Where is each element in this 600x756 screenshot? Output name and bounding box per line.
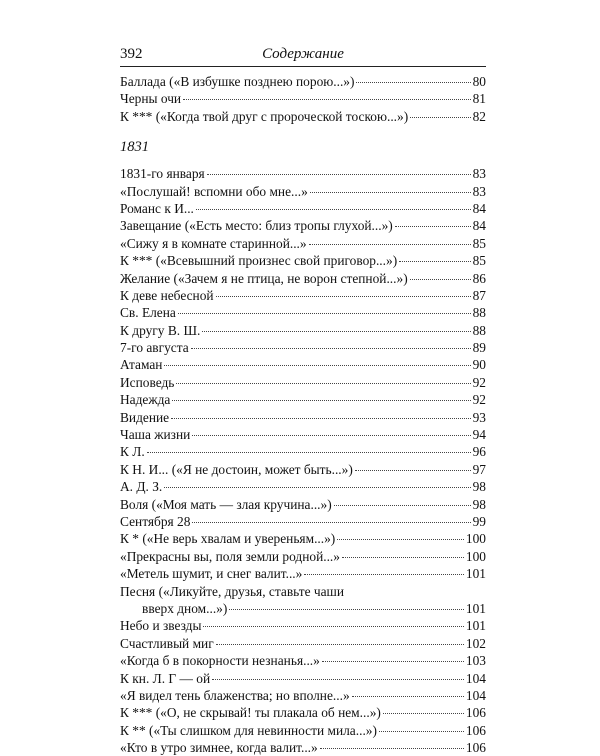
dot-leader — [216, 296, 471, 297]
toc-entry — [120, 217, 486, 234]
toc-entry-title: Счастливый миг — [120, 635, 214, 651]
dot-leader — [171, 418, 470, 419]
toc-entry-title: К *** («Когда твой друг с пророческой тоскою...») — [120, 108, 409, 124]
dot-leader — [352, 696, 464, 697]
toc-entry — [120, 287, 486, 304]
dot-leader — [183, 99, 471, 100]
toc-entry-title: вверх дном...») — [142, 600, 228, 616]
toc-entry-page: 93 — [472, 409, 486, 425]
dot-leader — [379, 731, 464, 732]
dot-leader — [342, 557, 464, 558]
toc-entry — [120, 391, 486, 408]
toc-entry-page: 81 — [472, 91, 486, 107]
toc-entry — [120, 513, 486, 530]
dot-leader — [320, 748, 464, 749]
dot-leader — [216, 644, 464, 645]
toc-entry — [120, 165, 486, 182]
toc-entry-title: 1831-го января — [120, 166, 205, 182]
toc-entry-title: К ** («Ты слишком для невинности мила...») — [120, 722, 377, 738]
toc-entry — [120, 252, 486, 269]
dot-leader — [304, 574, 464, 575]
toc-entry-title: К *** («Всевышний произнес свой приговор...») — [120, 253, 398, 269]
dot-leader — [399, 261, 470, 262]
toc-entry-page: 94 — [472, 427, 486, 443]
toc-entry — [120, 374, 486, 391]
toc-entry-page: 101 — [465, 618, 486, 634]
toc-entry-title: «Я видел тень блаженства; но вполне...» — [120, 687, 350, 703]
dot-leader — [410, 279, 471, 280]
toc-entry — [120, 235, 486, 252]
toc-entry-page: 96 — [472, 444, 486, 460]
toc-entry-title: Песня («Ликуйте, друзья, ставьте чаши — [120, 583, 345, 599]
dot-leader — [191, 348, 471, 349]
toc-entry-page: 92 — [472, 392, 486, 408]
toc-entry-title: К Н. И... («Я не достоин, может быть...») — [120, 461, 353, 477]
toc-entry-page: 82 — [472, 108, 486, 124]
dot-leader — [176, 383, 470, 384]
toc-entry — [120, 322, 486, 339]
toc-entry-page: 106 — [465, 705, 486, 721]
toc-entry-page: 88 — [472, 305, 486, 321]
toc-top-entries — [120, 73, 486, 125]
toc-entry-title: Воля («Моя мать — злая кручина...») — [120, 496, 332, 512]
toc-entry — [120, 183, 486, 200]
dot-leader — [356, 82, 470, 83]
toc-entry — [120, 90, 486, 107]
toc-entry — [120, 652, 486, 669]
toc-entry-page: 100 — [465, 548, 486, 564]
dot-leader — [383, 713, 464, 714]
toc-entry-title: К кн. Л. Г — ой — [120, 670, 211, 686]
toc-entry-page: 97 — [472, 461, 486, 477]
toc-entry — [120, 478, 486, 495]
dot-leader — [147, 452, 471, 453]
dot-leader — [395, 226, 471, 227]
toc-entry — [120, 722, 486, 739]
toc-entry-page: 99 — [472, 513, 486, 529]
dot-leader — [202, 331, 470, 332]
dot-leader — [172, 400, 470, 401]
toc-entry — [120, 409, 486, 426]
toc-entry-page: 83 — [472, 183, 486, 199]
toc-entry-title: Св. Елена — [120, 305, 176, 321]
toc-entry-title: Атаман — [120, 357, 163, 373]
toc-entry-page: 98 — [472, 496, 486, 512]
toc-entry-page: 87 — [472, 287, 486, 303]
toc-entry-page: 86 — [472, 270, 486, 286]
toc-entry-page: 85 — [472, 253, 486, 269]
page-number: 392 — [120, 46, 143, 62]
toc-entry-title: «Прекрасны вы, поля земли родной...» — [120, 548, 340, 564]
table-of-contents — [120, 73, 486, 756]
toc-entry-title: «Сижу я в комнате старинной...» — [120, 235, 307, 251]
dot-leader — [322, 661, 464, 662]
toc-entry — [120, 73, 486, 90]
dot-leader — [212, 679, 464, 680]
toc-section-entries-b — [120, 617, 486, 756]
toc-entry-title: К Л. — [120, 444, 145, 460]
toc-entry-title: «Кто в утро зимнее, когда валит...» — [120, 740, 318, 756]
running-title: Содержание — [262, 46, 344, 62]
toc-entry-title: Надежда — [120, 392, 171, 408]
toc-entry — [120, 548, 486, 565]
toc-entry — [120, 739, 486, 756]
toc-entry-page: 104 — [465, 687, 486, 703]
dot-leader — [310, 192, 471, 193]
toc-entry — [120, 443, 486, 460]
toc-entry-page: 103 — [465, 653, 486, 669]
toc-entry — [120, 304, 486, 321]
toc-entry — [120, 600, 486, 617]
dot-leader — [355, 470, 471, 471]
dot-leader — [207, 174, 471, 175]
toc-entry — [120, 426, 486, 443]
toc-entry-title: К *** («О, не скрывай! ты плакала об нем...») — [120, 705, 381, 721]
toc-entry-page: 88 — [472, 322, 486, 338]
toc-entry-title: Завещание («Есть место: близ тропы глухой...») — [120, 218, 393, 234]
toc-entry — [120, 496, 486, 513]
toc-entry — [120, 617, 486, 634]
toc-entry-title: А. Д. З. — [120, 479, 163, 495]
toc-entry — [120, 461, 486, 478]
toc-entry-title: Исповедь — [120, 374, 175, 390]
toc-entry — [120, 565, 486, 582]
toc-entry — [120, 583, 486, 600]
toc-entry-page: 89 — [472, 340, 486, 356]
toc-entry-title: «Послушай! вспомни обо мне...» — [120, 183, 308, 199]
dot-leader — [337, 539, 464, 540]
dot-leader — [192, 522, 470, 523]
toc-entry-title: Небо и звезды — [120, 618, 202, 634]
toc-entry-title: К * («Не верь хвалам и увереньям...») — [120, 531, 336, 547]
toc-entry-page: 98 — [472, 479, 486, 495]
dot-leader — [203, 626, 463, 627]
toc-entry-page: 101 — [465, 566, 486, 582]
section-heading: 1831 — [120, 139, 149, 156]
page-header — [120, 44, 486, 67]
toc-entry-page: 104 — [465, 670, 486, 686]
toc-entry-page: 84 — [472, 218, 486, 234]
toc-entry-page: 83 — [472, 166, 486, 182]
toc-entry — [120, 635, 486, 652]
dot-leader — [334, 505, 471, 506]
dot-leader — [192, 435, 470, 436]
toc-entry-title: Баллада («В избушке позднею порою...») — [120, 74, 355, 89]
toc-entry-title: «Когда б в покорности незнанья...» — [120, 653, 320, 669]
toc-entry — [120, 356, 486, 373]
toc-entry — [120, 339, 486, 356]
toc-entry-page: 85 — [472, 235, 486, 251]
toc-entry-title: «Метель шумит, и снег валит...» — [120, 566, 303, 582]
toc-entry-title: 7-го августа — [120, 340, 189, 356]
toc-entry — [120, 704, 486, 721]
dot-leader — [164, 487, 470, 488]
toc-entry-page: 100 — [465, 531, 486, 547]
toc-entry-page: 80 — [472, 74, 486, 89]
dot-leader — [178, 313, 471, 314]
dot-leader — [410, 117, 470, 118]
toc-entry — [120, 670, 486, 687]
toc-entry-page: 84 — [472, 200, 486, 216]
dot-leader — [229, 609, 464, 610]
dot-leader — [196, 209, 471, 210]
toc-entry-page: 102 — [465, 635, 486, 651]
toc-entry-page: 106 — [465, 722, 486, 738]
toc-entry-page: 106 — [465, 740, 486, 756]
toc-entry-title: К деве небесной — [120, 287, 214, 303]
toc-entry-title: Чаша жизни — [120, 427, 191, 443]
toc-entry — [120, 200, 486, 217]
toc-entry-page: 101 — [465, 600, 486, 616]
toc-entry-page: 90 — [472, 357, 486, 373]
dot-leader — [309, 244, 471, 245]
toc-entry-title: Видение — [120, 409, 170, 425]
toc-entry — [120, 108, 486, 125]
toc-entry — [120, 270, 486, 287]
toc-entry-title: Романс к И... — [120, 200, 194, 216]
toc-wrapped-entry — [120, 583, 486, 618]
toc-entry-title: К другу В. Ш. — [120, 322, 201, 338]
toc-entry-title: Сентября 28 — [120, 513, 191, 529]
toc-entry — [120, 530, 486, 547]
toc-entry-title: Желание («Зачем я не птица, не ворон степной...») — [120, 270, 408, 286]
toc-entry-page: 92 — [472, 374, 486, 390]
toc-entry-title: Черны очи — [120, 91, 182, 107]
dot-leader — [164, 365, 470, 366]
toc-section-entries-a — [120, 165, 486, 582]
toc-entry — [120, 687, 486, 704]
